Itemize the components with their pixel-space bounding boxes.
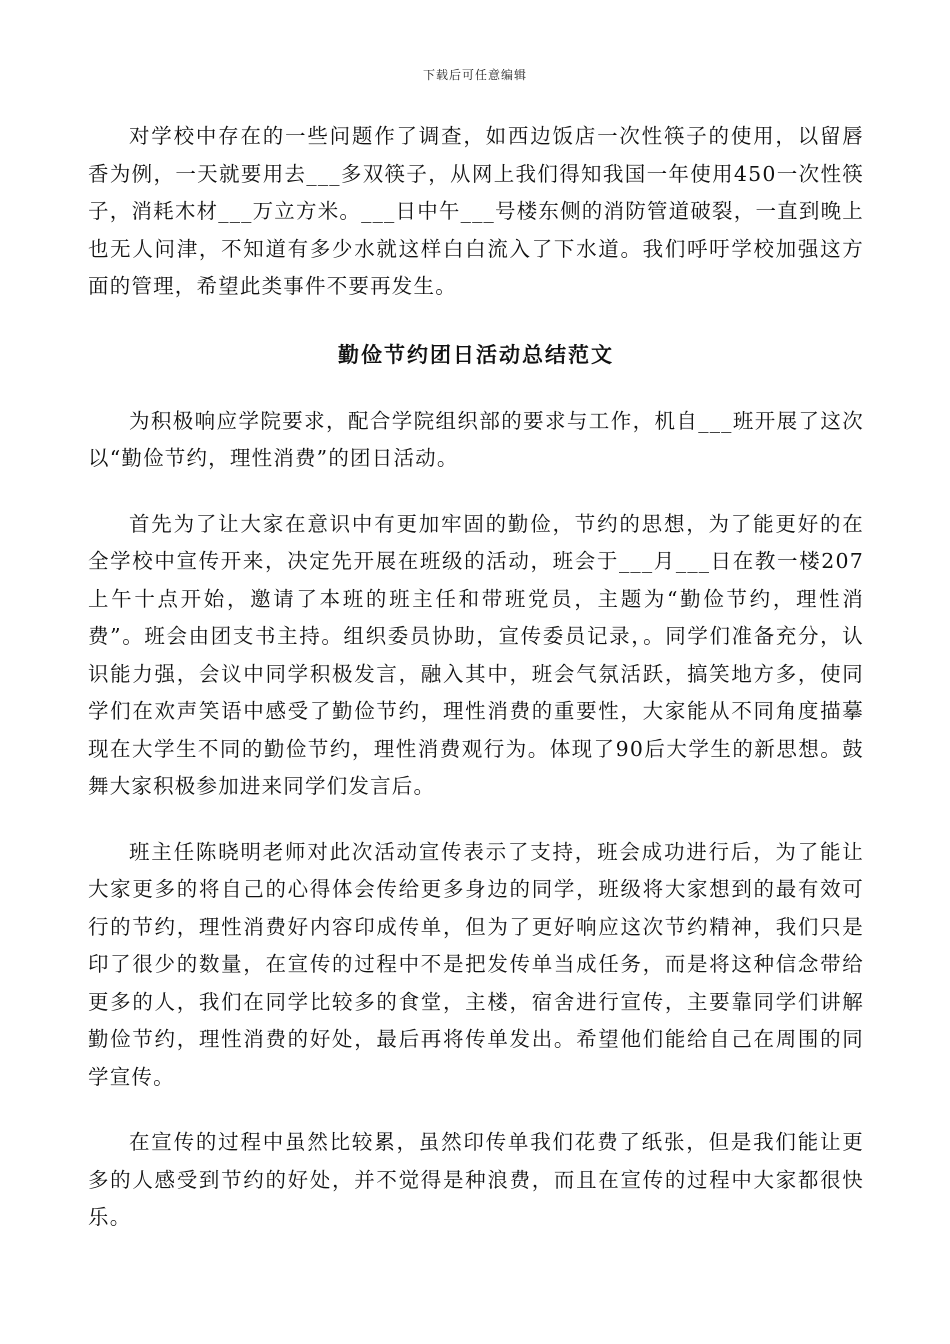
body-paragraph-2: 首先为了让大家在意识中有更加牢固的勤俭，节约的思想，为了能更好的在全学校中宣传开来，决定先开展在班级的活动，班会于___月___日在教一楼207上午十点开始，邀请了本班的班主任和带班党员，主题为“勤俭节约，理性消费”。班会由团支书主持。组织委员协助，宣传委员记录，。同学们准备充分，认识能力强，会议中同学积极发言，融入其中，班会气氛活跃，搞笑地方多，使同学们在欢声笑语中感受了勤俭节约，理性消费的重要性，大家能从不同角度描摹现在大学生不同的勤俭节约，理性消费观行为。体现了90后大学生的新思想。鼓舞大家积极参加进来同学们发言后。	[88, 511, 864, 798]
body-paragraph-4: 在宣传的过程中虽然比较累，虽然印传单我们花费了纸张，但是我们能让更多的人感受到节约的好处，并不觉得是种浪费，而且在宣传的过程中大家都很快乐。	[88, 1130, 864, 1229]
body-paragraph-1: 为积极响应学院要求，配合学院组织部的要求与工作，机自___班开展了这次以“勤俭节约，理性消费”的团日活动。	[88, 408, 864, 470]
body-paragraph-3: 班主任陈晓明老师对此次活动宣传表示了支持，班会成功进行后，为了能让大家更多的将自己的心得体会传给更多身边的同学，班级将大家想到的最有效可行的节约，理性消费好内容印成传单，但为了更好响应这次节约精神，我们只是印了很少的数量，在宣传的过程中不是把发传单当成任务，而是将这种信念带给更多的人，我们在同学比较多的食堂，主楼，宿舍进行宣传，主要靠同学们讲解勤俭节约，理性消费的好处，最后再将传单发出。希望他们能给自己在周围的同学宣传。	[88, 839, 864, 1089]
page-header: 下载后可任意编辑	[422, 68, 527, 82]
intro-paragraph: 对学校中存在的一些问题作了调查，如西边饭店一次性筷子的使用，以留唇香为例，一天就要用去___多双筷子，从网上我们得知我国一年使用450一次性筷子，消耗木材___万立方米。___日中午___号楼东侧的消防管道破裂，一直到晚上也无人问津，不知道有多少水就这样白白流入了下水道。我们呼吁学校加强这方面的管理，希望此类事件不要再发生。	[88, 124, 864, 298]
document-body	[88, 118, 864, 1237]
document-title: 勤俭节约团日活动总结范文	[338, 341, 614, 367]
